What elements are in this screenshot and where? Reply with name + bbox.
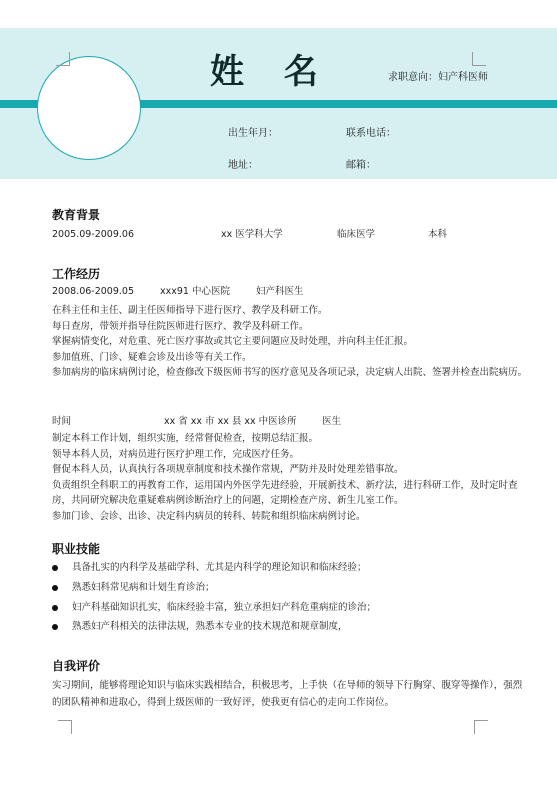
bullet-icon [52,585,58,591]
self-eval-text: 实习期间，能够将理论知识与临床实践相结合，积极思考，上手快（在导师的领导下行胸穿、腹穿等操作），强烈的团队精神和进取心，得到上级医师的一致好评，使我更有信心的走向工作岗位。 [52,680,523,708]
birth-label: 出生年月： [228,128,278,139]
job2-duty: 制定本科工作计划，组织实施，经常督促检查，按期总结汇报。 [52,433,319,444]
crop-mark-bottom-left [58,720,72,734]
job2-period: 时间 [52,416,72,427]
crop-mark-top-left [56,52,70,66]
list-item: 妇产科基础知识扎实，临床经验丰富，独立承担妇产科危重病症的诊治； [52,598,530,618]
job1-duty: 在科主任和主任、副主任医师指导下进行医疗、教学及科研工作。 [52,305,328,316]
education-school: xx 医学科大学 [221,229,283,240]
skills-list [52,558,530,637]
list-item: 熟悉妇科常见病和计划生育诊治； [52,578,530,598]
self-eval-title: 自我评价 [52,659,101,673]
job1-duty: 参加病房的临床病例讨论，检查修改下级医师书写的医疗意见及各项记录，决定病人出院、签署并检查出院病历。 [52,367,528,378]
crop-mark-top-right [472,52,486,66]
job1-duty: 掌握病情变化，对危重、死亡医疗事故或其它主要问题应及时处理，并向科主任汇报。 [52,336,414,347]
education-degree: 本科 [428,229,448,240]
list-item: 具备扎实的内科学及基础学科、尤其是内科学的理论知识和临床经验； [52,558,530,578]
bullet-icon [52,624,58,630]
job1-org: xxx91 中心医院 [160,286,230,297]
education-period: 2005.09-2009.06 [52,229,134,240]
education-major: 临床医学 [337,229,376,240]
list-item: 熟悉妇产科相关的法律法规，熟悉本专业的技术规范和规章制度， [52,617,530,637]
job1-duties [52,303,530,381]
job2-duty: 参加门诊、会诊、出诊、决定科内病员的转科、转院和组织临床病例讨论。 [52,510,366,522]
phone-label: 联系电话： [346,128,396,139]
job1-duty: 每日查房，带领并指导住院医师进行医疗、教学及科研工作。 [52,320,309,332]
skills-title: 职业技能 [52,542,101,556]
email-label: 邮箱： [346,160,376,171]
job2-duties [52,431,530,524]
job2-position: 医生 [322,416,342,427]
job2-duty: 领导本科人员，对病员进行医疗护理工作，完成医疗任务。 [52,448,300,460]
education-title: 教育背景 [52,208,101,222]
bullet-icon [52,565,58,571]
job2-duty: 督促本科人员，认真执行各项规章制度和技术操作常规，严防并及时处理差错事故。 [52,464,404,475]
crop-mark-bottom-right [474,720,488,734]
job1-duty: 参加值班、门诊、疑难会诊及出诊等有关工作。 [52,351,252,363]
bullet-icon [52,605,58,611]
job-intent: 求职意向：妇产科医师 [388,72,488,83]
address-label: 地址： [228,160,258,171]
avatar-photo-placeholder [37,56,141,160]
job1-position: 妇产科医生 [256,286,304,297]
job1-period: 2008.06-2009.05 [52,286,134,297]
job2-duty: 负责组织全科职工的再教育工作，运用国内外医学先进经验，开展新技术、新疗法，进行科研工作，及时定时查房，共同研究解决危重疑难病例诊断治疗上的问题，定期检查产房、新生儿室工作。 [52,479,518,506]
work-title: 工作经历 [52,267,101,281]
resume-name: 姓 名 [210,52,332,92]
job2-org: xx 省 xx 市 xx 县 xx 中医诊所 [164,416,297,427]
